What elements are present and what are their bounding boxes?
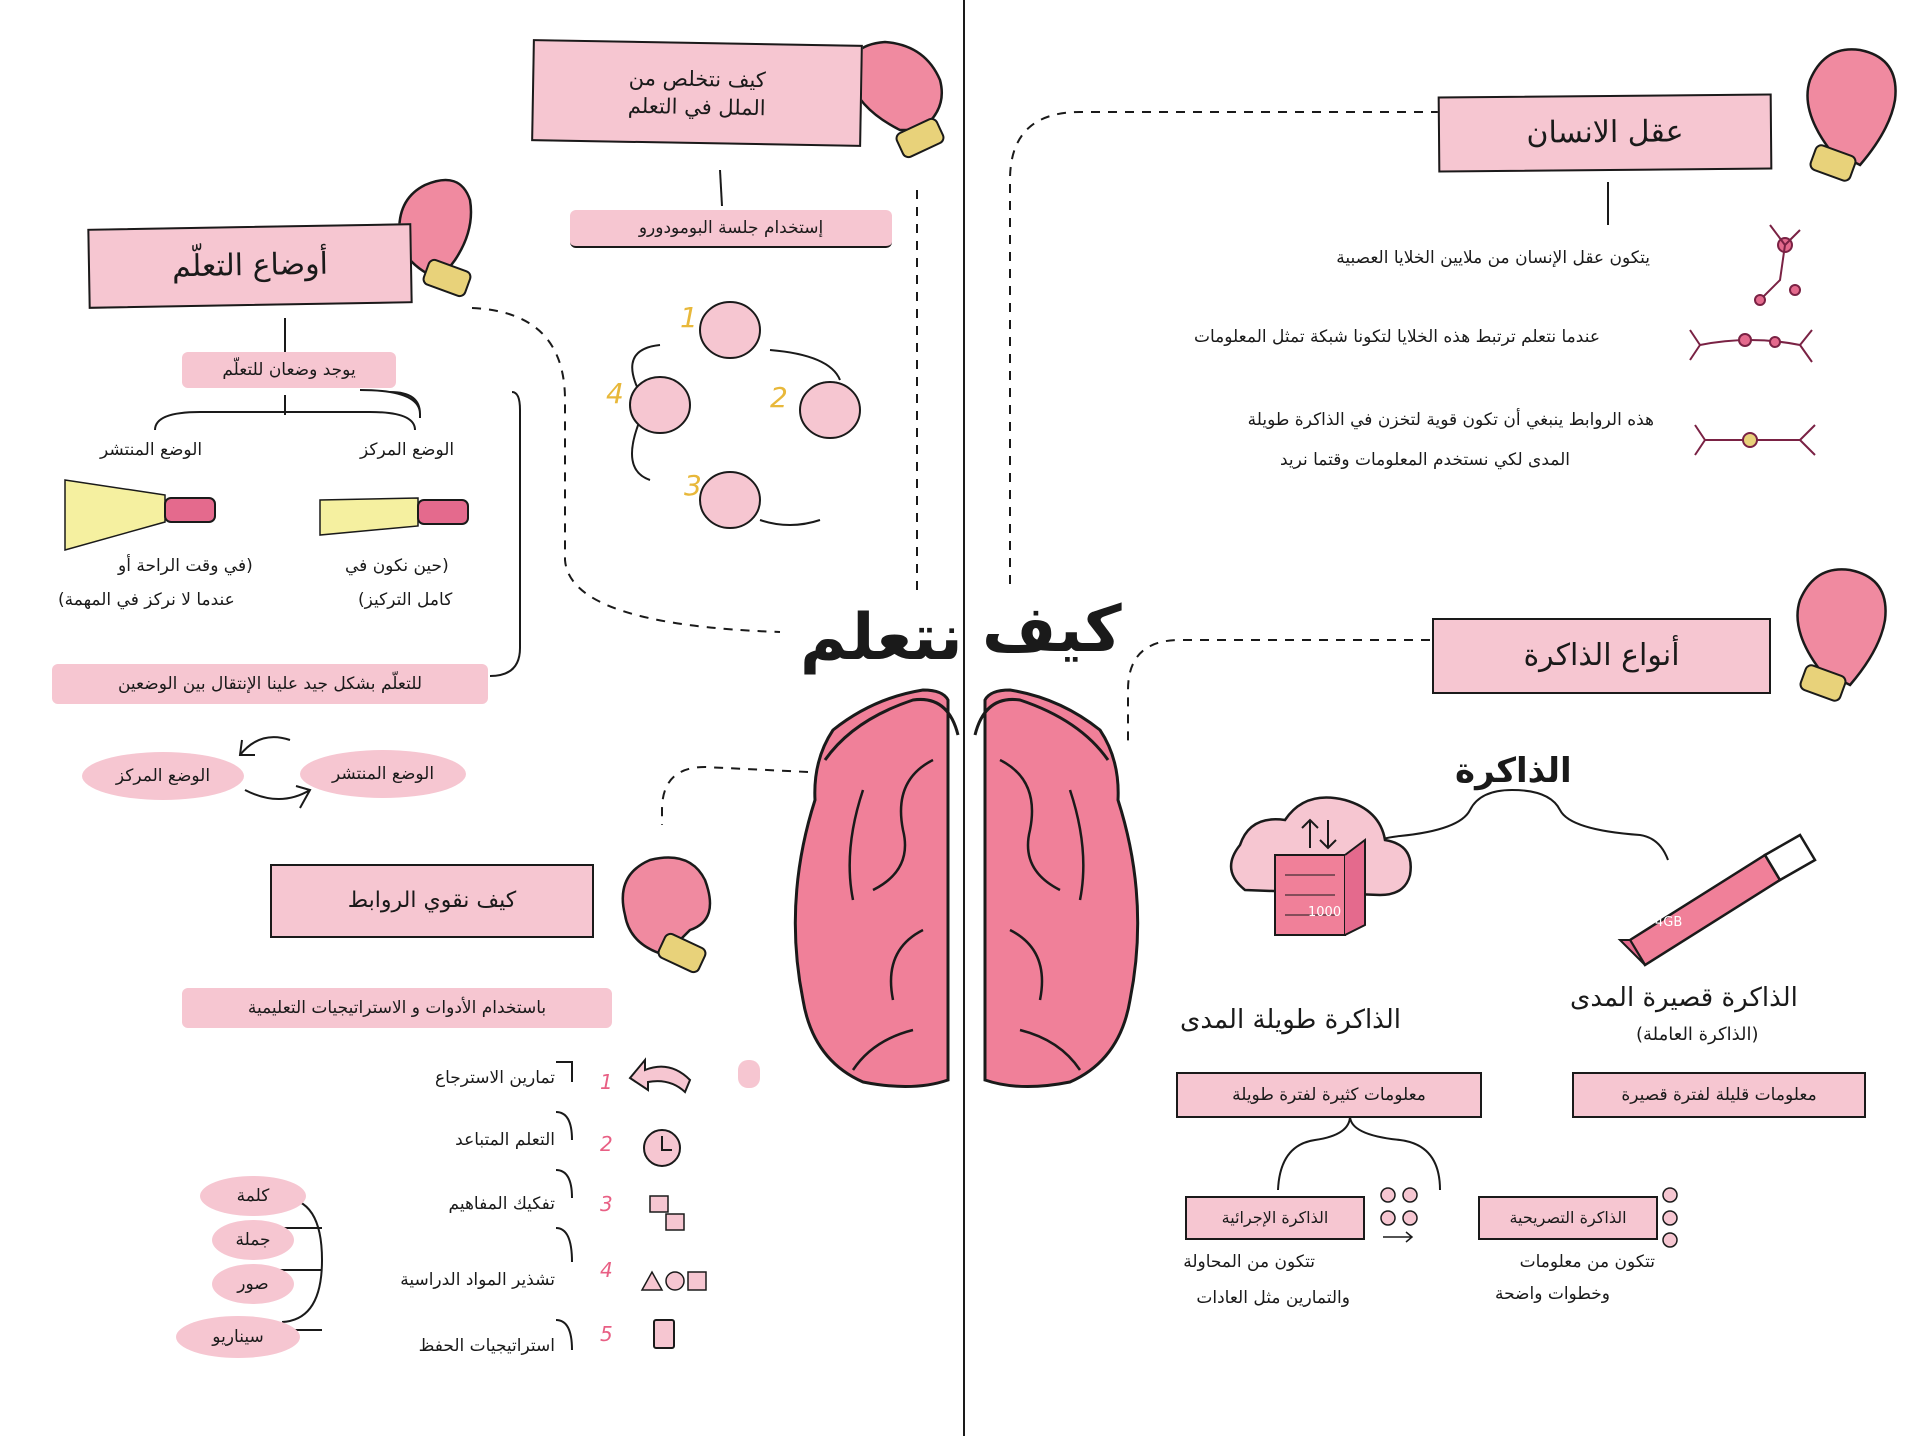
long-term-label: الذاكرة طويلة المدى [1180,1005,1401,1035]
main-title-learn: نتعلم [800,601,963,675]
short-term-desc: معلومات قليلة لفترة قصيرة [1572,1072,1866,1118]
connections-subtitle: باستخدام الأدوات و الاستراتيجيات التعليمية [182,988,612,1028]
focused-mode-desc-2: كامل التركيز) [358,590,453,610]
cycle-focused-pill: الوضع المركز [82,752,244,800]
human-brain-item-3a: هذه الروابط ينبغي أن تكون قوية لتخزن في الذاكرة طويلة [1247,410,1654,430]
memory-root: الذاكرة [1455,751,1572,791]
strategy-1-text: تمارين الاسترجاع [434,1068,555,1088]
pomodoro-cycle-illustration [630,302,860,528]
decorative-pink-mark [738,1060,760,1088]
declarative-label: الذاكرة التصريحية [1478,1196,1658,1240]
strategy-1-number: 1 [600,1070,613,1094]
diffuse-mode-label: الوضع المنتشر [100,440,203,460]
server-badge: 1000 [1308,905,1342,920]
human-brain-item-1: يتكون عقل الإنسان من ملايين الخلايا العصبية [1336,248,1650,268]
usb-drive-icon [1620,835,1815,965]
focused-mode-desc-1: (حين نكون في [345,556,449,576]
focused-mode-label: الوضع المركز [360,440,455,460]
human-brain-item-2: عندما نتعلم ترتبط هذه الخلايا لتكونا شبكة تمثل المعلومات [1193,327,1600,347]
neuron-pair-icon [1690,330,1812,362]
human-brain-item-3b: المدى لكي نستخدم المعلومات وقتما نريد [1279,450,1570,470]
brain-right-hemisphere-icon [975,690,1138,1087]
connected-neurons-icon [1695,425,1815,455]
memorize-scenario: سيناريو [176,1316,300,1358]
memorize-sentence: جملة [212,1220,294,1260]
procedural-label: الذاكرة الإجرائية [1185,1196,1365,1240]
strategy-2-number: 2 [600,1132,613,1156]
memorize-images: صور [212,1264,294,1304]
long-term-desc: معلومات كثيرة لفترة طويلة [1176,1072,1482,1118]
declarative-desc-1: تتكون من معلومات [1519,1252,1655,1272]
strategy-3-number: 3 [600,1192,613,1216]
pomodoro-step-1: 1 [680,301,698,334]
memory-types-title: أنواع الذاكرة [1432,618,1771,694]
boredom-title-line2: الملل في التعلم [627,93,766,121]
clock-icon [644,1130,680,1166]
shapes-icon [642,1272,706,1290]
modes-switch-note: للتعلّم بشكل جيد علينا الإنتقال بين الوضعين [52,664,488,704]
diffuse-mode-desc-1: (في وقت الراحة أو [118,556,253,576]
memory-card-icon [654,1320,674,1348]
connector-human-brain [1010,112,1440,590]
connections-title: كيف نقوي الروابط [270,864,594,938]
short-term-sub: (الذاكرة العاملة) [1636,1024,1759,1045]
neuron-icon [1755,225,1800,305]
diffuse-mode-desc-2: عندما لا نركز في المهمة) [58,590,235,610]
pomodoro-step-4: 4 [606,377,624,410]
pomodoro-step-2: 2 [770,381,788,414]
human-brain-title: عقل الانسان [1438,94,1773,173]
cycle-diffuse-pill: الوضع المنتشر [300,750,466,798]
lightbulb-icon-boredom [849,42,945,159]
checklist-icon [1663,1188,1677,1247]
strategy-5-number: 5 [600,1322,613,1346]
lightbulb-icon-memory [1798,569,1886,702]
procedural-desc-2: والتمارين مثل العادات [1196,1288,1350,1308]
memorize-word: كلمة [200,1176,306,1216]
flashlight-diffuse-icon [65,480,215,550]
flashlight-focused-icon [320,498,468,535]
strategy-4-number: 4 [600,1258,613,1282]
pomodoro-step-3: 3 [684,469,702,502]
boredom-title-line1: كيف نتخلص من [628,65,766,92]
short-term-label: الذاكرة قصيرة المدى [1570,983,1798,1013]
usb-badge: 4GB [1655,915,1683,930]
boredom-title [531,39,863,147]
connector-memory [1128,640,1430,745]
strategy-5-text: استراتيجيات الحفظ [418,1336,555,1356]
steps-icon [1381,1188,1417,1242]
connector-connections [662,767,808,825]
learning-modes-subtitle: يوجد وضعان للتعلّم [182,352,396,388]
strategy-2-text: التعلم المتباعد [455,1130,555,1150]
declarative-desc-2: وخطوات واضحة [1494,1284,1610,1304]
undo-arrow-icon [630,1060,690,1092]
strategy-3-text: تفكيك المفاهيم [448,1194,555,1214]
lightbulb-icon-connections [623,858,710,975]
procedural-desc-1: تتكون من المحاولة [1183,1252,1315,1272]
learning-modes-title: أوضاع التعلّم [87,223,412,309]
boredom-tip: إستخدام جلسة البومودورو [570,210,892,248]
strategy-4-text: تشذير المواد الدراسية [400,1270,555,1290]
lightbulb-icon-human-brain [1808,49,1896,182]
puzzle-icon [650,1196,684,1230]
brain-left-hemisphere-icon [795,690,958,1087]
main-title-how: كيف [982,593,1122,667]
